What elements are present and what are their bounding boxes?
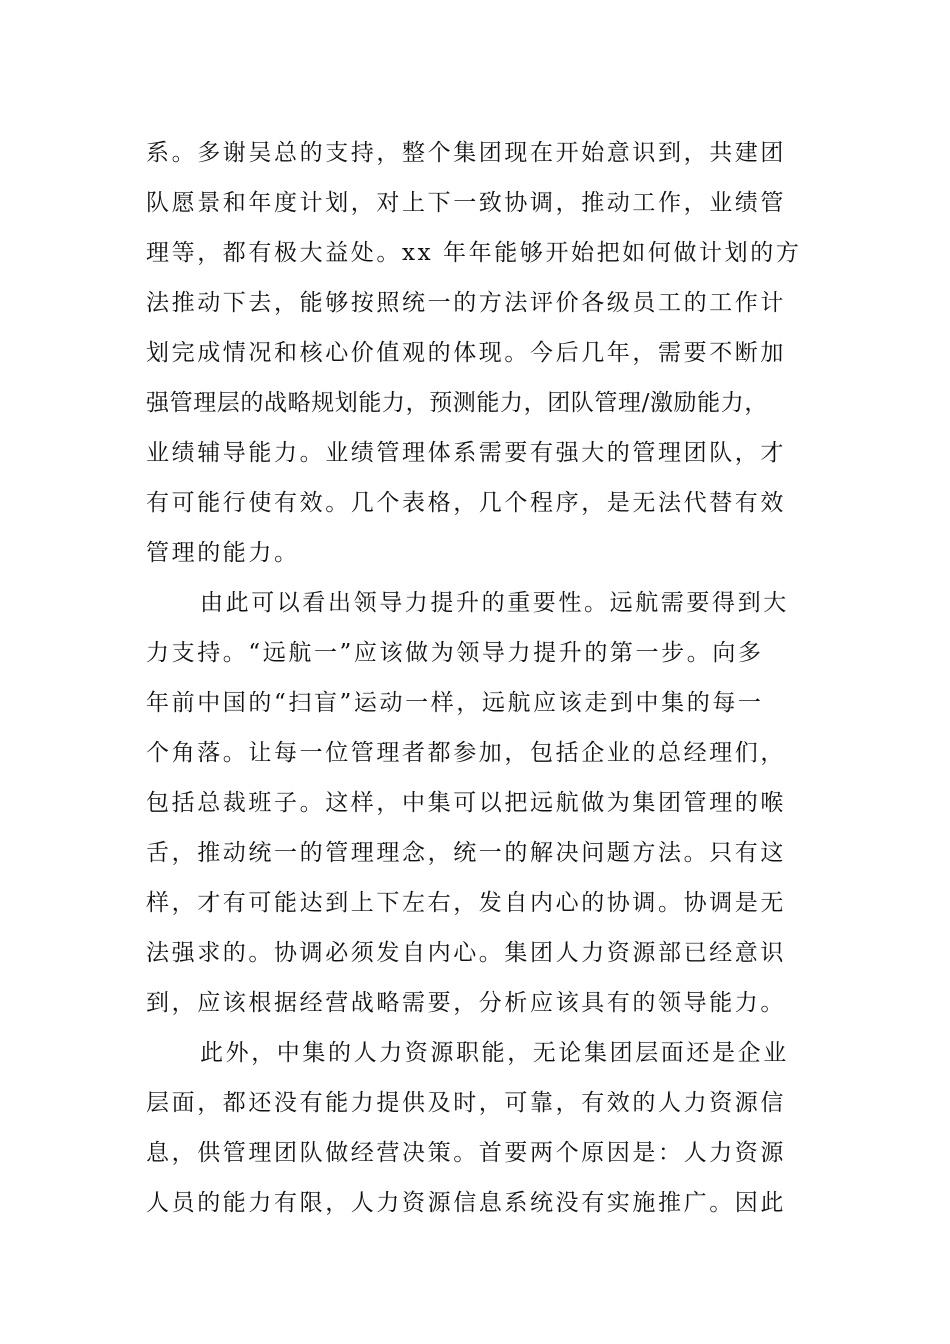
text-line: 人员的能力有限，人力资源信息系统没有实施推广。因此: [146, 1190, 786, 1216]
text-line: 息，供管理团队做经营决策。首要两个原因是：人力资源: [146, 1140, 786, 1166]
text-line: 年前中国的“扫盲”运动一样，远航应该走到中集的每一: [146, 690, 764, 716]
text-line: 法推动下去，能够按照统一的方法评价各级员工的工作计: [146, 290, 786, 316]
text-line: 层面，都还没有能力提供及时，可靠，有效的人力资源信: [146, 1090, 786, 1116]
text-line: 业绩辅导能力。业绩管理体系需要有强大的管理团队，才: [146, 440, 786, 466]
text-line: 样，才有可能达到上下左右，发自内心的协调。协调是无: [146, 890, 786, 916]
paragraph-3: [146, 1028, 810, 1228]
text-line: 到，应该根据经营战略需要，分析应该具有的领导能力。: [146, 990, 786, 1016]
text-line: 包括总裁班子。这样，中集可以把远航做为集团管理的喉: [146, 790, 786, 816]
text-line: 队愿景和年度计划，对上下一致协调，推动工作，业绩管: [146, 190, 786, 216]
text-line: 力支持。“远航一”应该做为领导力提升的第一步。向多: [146, 640, 764, 666]
body-text: [146, 128, 810, 1228]
text-line: 法强求的。协调必须发自内心。集团人力资源部已经意识: [146, 940, 786, 966]
text-line: 此外，中集的人力资源职能，无论集团层面还是企业: [200, 1040, 789, 1066]
text-line: 强管理层的战略规划能力，预测能力，团队管理/激励能力，: [146, 390, 768, 416]
text-line: 舌，推动统一的管理理念，统一的解决问题方法。只有这: [146, 840, 786, 866]
text-line: 划完成情况和核心价值观的体现。今后几年，需要不断加: [146, 340, 786, 366]
paragraph-1: [146, 128, 810, 578]
paragraph-2: [146, 578, 810, 1028]
text-line: 管理的能力。: [146, 540, 300, 566]
text-line: 理等，都有极大益处。xx 年年能够开始把如何做计划的方: [146, 240, 802, 266]
text-line: 由此可以看出领导力提升的重要性。远航需要得到大: [200, 590, 789, 616]
text-line: 个角落。让每一位管理者都参加，包括企业的总经理们，: [146, 740, 786, 766]
text-line: 有可能行使有效。几个表格，几个程序，是无法代替有效: [146, 490, 786, 516]
text-line: 系。多谢吴总的支持，整个集团现在开始意识到，共建团: [146, 140, 786, 166]
